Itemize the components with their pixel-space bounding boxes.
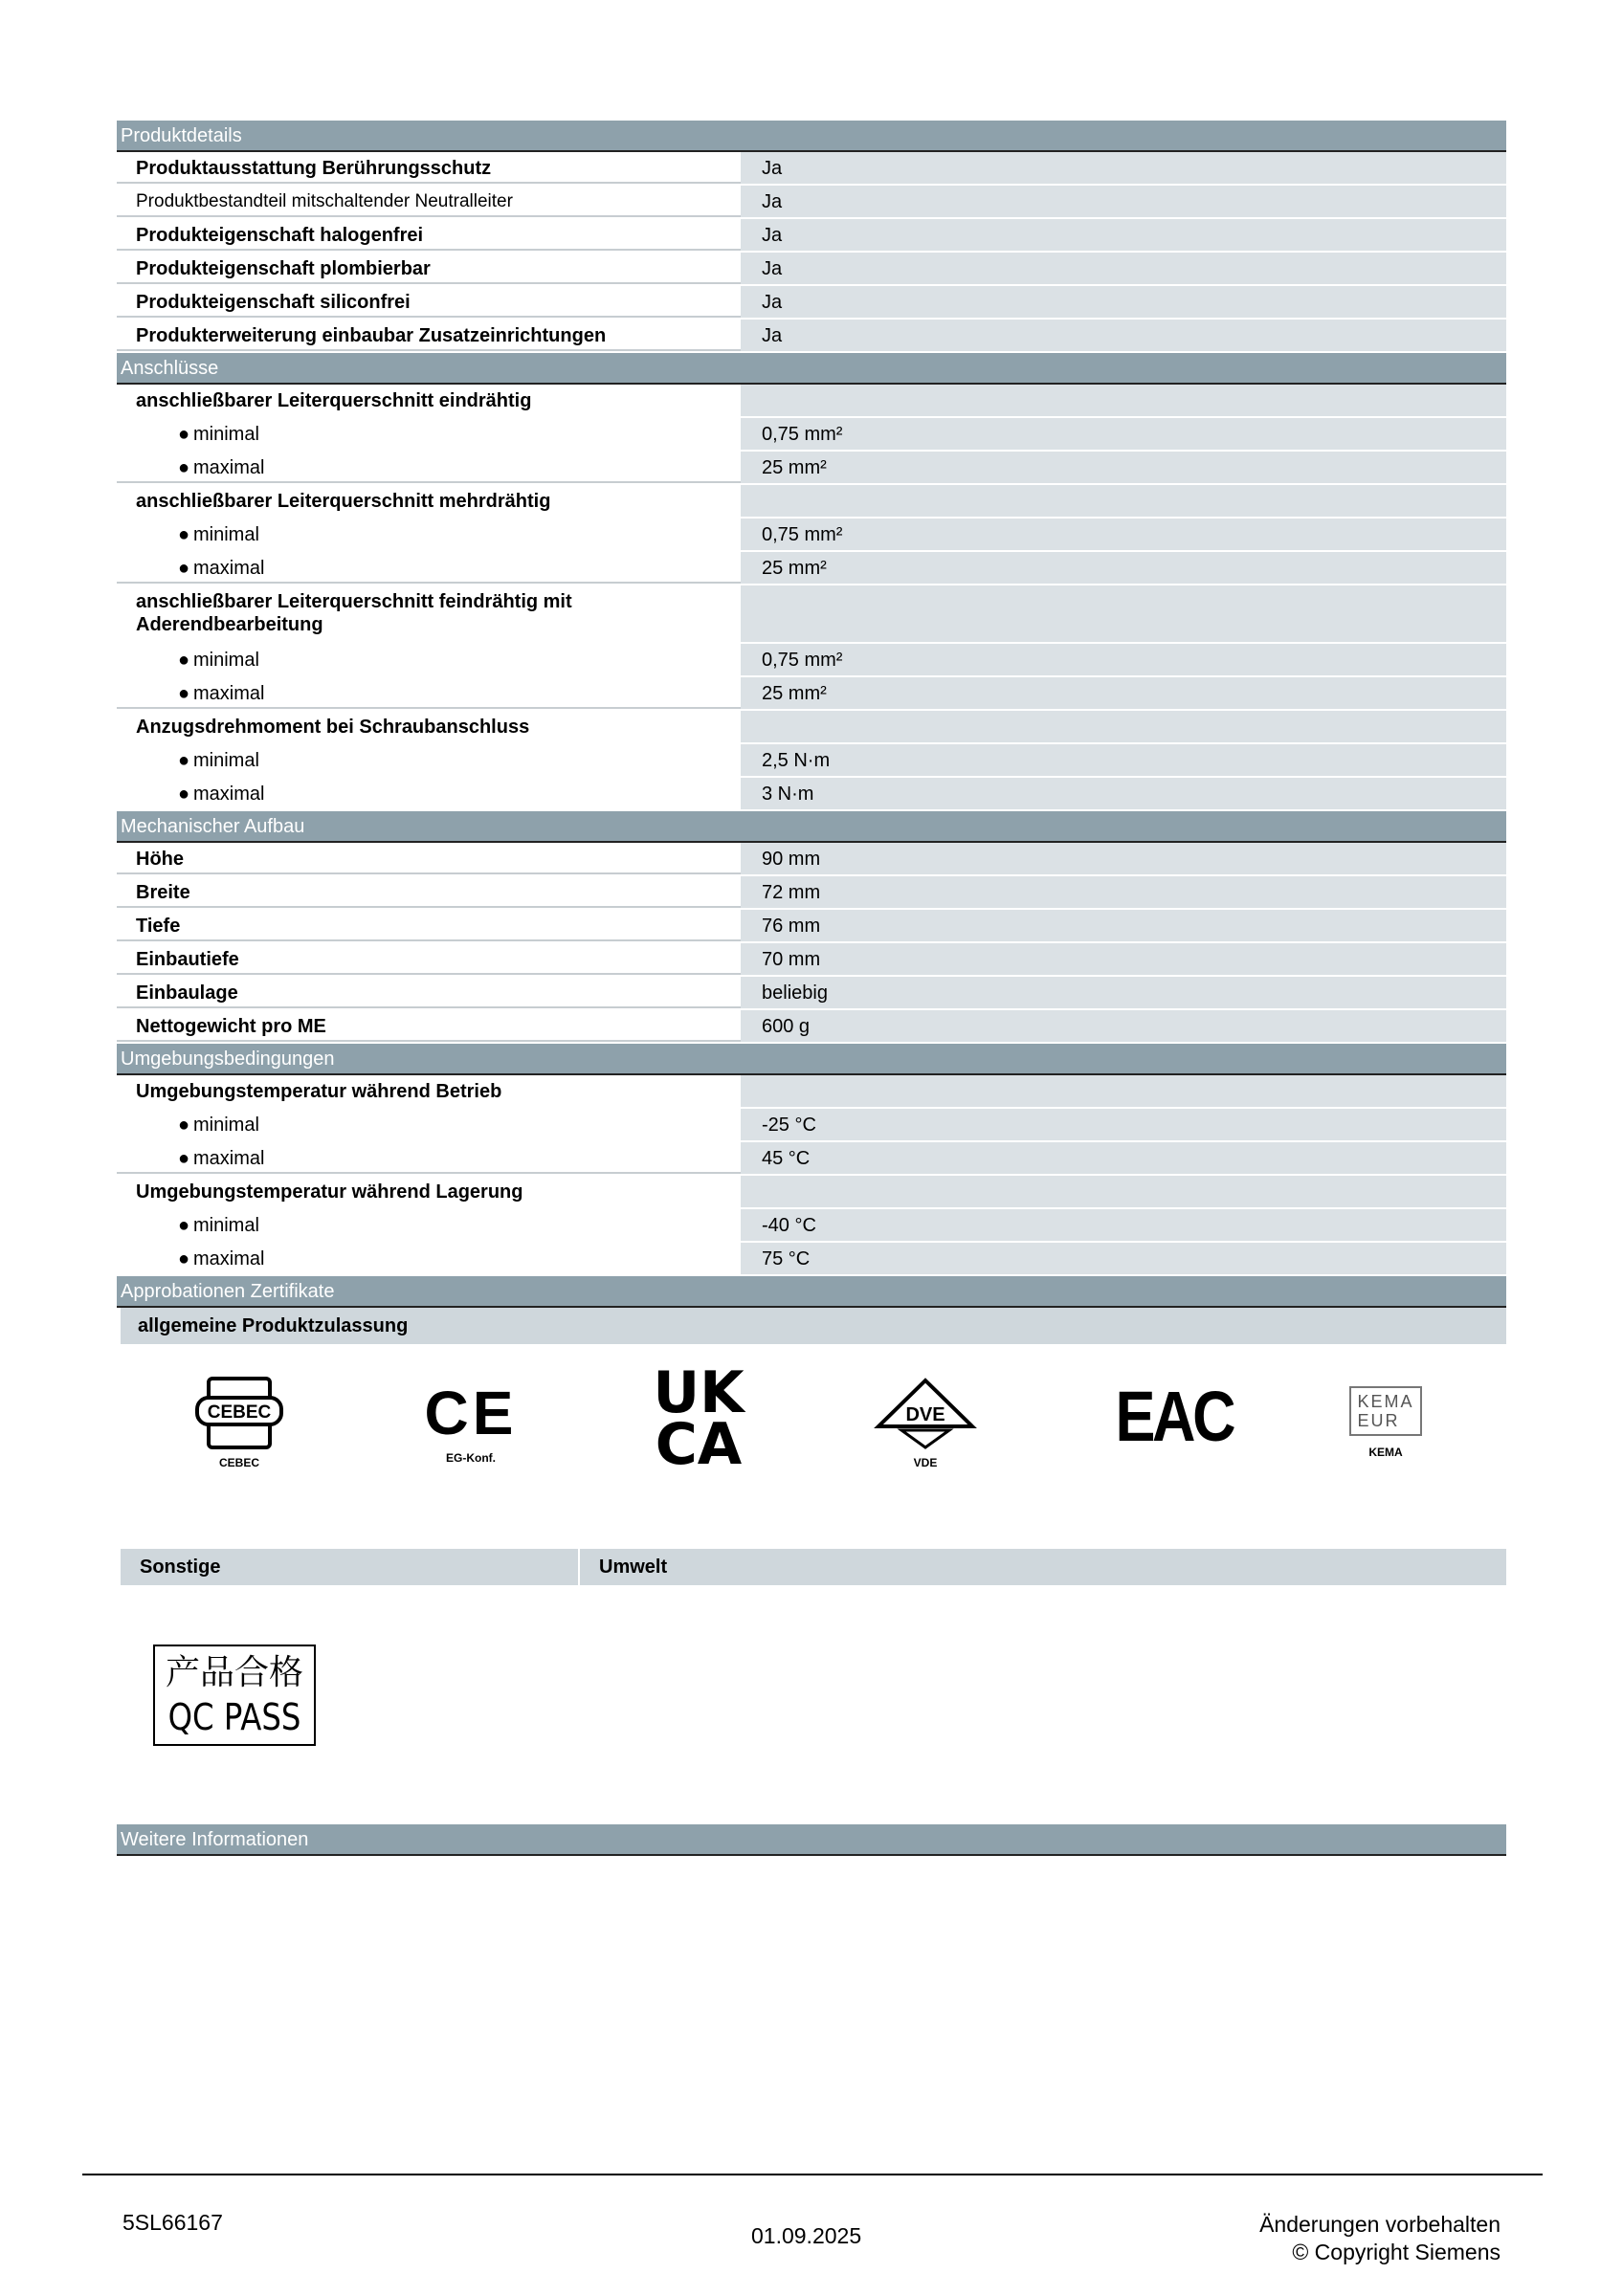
property-value: beliebig (741, 977, 1506, 1008)
table-row (117, 585, 1506, 644)
table-row: ● maximal 3 N·m (117, 778, 1506, 811)
property-value: 75 °C (741, 1243, 1506, 1274)
section-approbationen: Approbationen Zertifikate (117, 1276, 1506, 1308)
property-value: 25 mm² (741, 552, 1506, 584)
property-label: anschließbarer Leiterquerschnitt eindrähtig (136, 390, 532, 411)
property-label: Höhe (117, 843, 741, 874)
property-label: Anzugsdrehmoment bei Schraubanschluss (136, 717, 530, 738)
property-label: Tiefe (117, 910, 741, 941)
table-row: ● minimal 0,75 mm² (117, 418, 1506, 452)
table-row (117, 286, 1506, 320)
approval-other-header (121, 1549, 1506, 1585)
table-row (117, 253, 1506, 286)
property-value: 0,75 mm² (741, 418, 1506, 450)
ce-logo: CE EG-Konf. (424, 1379, 518, 1465)
property-label: Produkterweiterung einbaubar Zusatzeinrichtungen (117, 320, 741, 351)
approval-general-header: allgemeine Produktzulassung (121, 1308, 1506, 1344)
property-label: Breite (117, 876, 741, 908)
eac-logo: EAC (1115, 1377, 1234, 1456)
table-row: ● maximal 75 °C (117, 1243, 1506, 1276)
qc-pass-logo: 产品合格 QC PASS (153, 1645, 316, 1746)
table-row (117, 186, 1506, 219)
ukca-logo: UK CA (653, 1359, 745, 1478)
bullet-icon: ● (178, 784, 190, 805)
bullet-icon: ● (178, 750, 190, 771)
umwelt-header: Umwelt (580, 1549, 1506, 1585)
kema-logo: KEMA EUR KEMA (1338, 1386, 1434, 1459)
property-value: 25 mm² (741, 452, 1506, 483)
datasheet (117, 121, 1506, 1585)
property-value: 76 mm (741, 910, 1506, 941)
property-value: 3 N·m (741, 778, 1506, 809)
table-row (117, 1176, 1506, 1209)
property-label: Einbautiefe (117, 943, 741, 975)
svg-text:DVE: DVE (905, 1404, 945, 1425)
property-label: Umgebungstemperatur während Betrieb (136, 1081, 502, 1102)
bullet-icon: ● (178, 524, 190, 545)
property-value: Ja (741, 186, 1506, 217)
table-row (117, 320, 1506, 353)
document-date: 01.09.2025 (751, 2223, 862, 2248)
table-row: ● minimal -40 °C (117, 1209, 1506, 1243)
property-value: 2,5 N·m (741, 744, 1506, 776)
property-label: Produktbestandteil mitschaltender Neutralleiter (117, 186, 741, 217)
footer-divider (82, 2174, 1543, 2175)
cebec-logo: CEBEC CEBEC (193, 1375, 285, 1469)
bullet-icon: ● (178, 1215, 190, 1236)
table-row: ● minimal 0,75 mm² (117, 519, 1506, 552)
bullet-icon: ● (178, 558, 190, 579)
property-label: Nettogewicht pro ME (117, 1010, 741, 1042)
table-row (117, 152, 1506, 186)
table-row: ● minimal 2,5 N·m (117, 744, 1506, 778)
property-label: Produkteigenschaft plombierbar (117, 253, 741, 284)
table-row: ● maximal 25 mm² (117, 552, 1506, 585)
property-value: 72 mm (741, 876, 1506, 908)
property-value: 0,75 mm² (741, 644, 1506, 675)
article-number: 5SL66167 (122, 2210, 223, 2235)
table-row: ● minimal 0,75 mm² (117, 644, 1506, 677)
property-label: anschließbarer Leiterquerschnitt feindrähtig mit Aderendbearbeitung (136, 591, 572, 635)
property-value: 90 mm (741, 843, 1506, 874)
property-label: Produkteigenschaft halogenfrei (117, 219, 741, 251)
property-label: Einbaulage (117, 977, 741, 1008)
bullet-icon: ● (178, 650, 190, 671)
vde-logo: DVE VDE (873, 1375, 978, 1469)
property-label: Produktausstattung Berührungsschutz (117, 152, 741, 184)
property-value: Ja (741, 219, 1506, 251)
table-row: ● maximal 45 °C (117, 1142, 1506, 1176)
property-value: Ja (741, 286, 1506, 318)
section-mechanik: Mechanischer Aufbau (117, 811, 1506, 843)
table-row (117, 1010, 1506, 1044)
table-row (117, 910, 1506, 943)
property-label: anschließbarer Leiterquerschnitt mehrdrähtig (136, 491, 551, 512)
property-value: -25 °C (741, 1109, 1506, 1140)
bullet-icon: ● (178, 1248, 190, 1269)
property-value: 600 g (741, 1010, 1506, 1042)
property-label: Umgebungstemperatur während Lagerung (136, 1181, 523, 1203)
table-row: ● maximal 25 mm² (117, 452, 1506, 485)
section-umgebung: Umgebungsbedingungen (117, 1044, 1506, 1075)
table-row (117, 711, 1506, 744)
bullet-icon: ● (178, 457, 190, 478)
table-row (117, 485, 1506, 519)
bullet-icon: ● (178, 424, 190, 445)
table-row (117, 219, 1506, 253)
section-produktdetails: Produktdetails (117, 121, 1506, 152)
table-row (117, 943, 1506, 977)
table-row: ● minimal -25 °C (117, 1109, 1506, 1142)
table-row: ● maximal 25 mm² (117, 677, 1506, 711)
table-row (117, 977, 1506, 1010)
table-row (117, 1075, 1506, 1109)
property-value: Ja (741, 152, 1506, 184)
table-row (117, 876, 1506, 910)
sonstige-header: Sonstige (121, 1549, 580, 1585)
svg-text:CEBEC: CEBEC (207, 1402, 272, 1423)
property-label: Produkteigenschaft siliconfrei (117, 286, 741, 318)
section-anschluesse: Anschlüsse (117, 353, 1506, 385)
property-value: Ja (741, 253, 1506, 284)
section-weitere: Weitere Informationen (117, 1824, 1506, 1856)
footer-legal: Änderungen vorbehalten © Copyright Siemens (1259, 2212, 1501, 2264)
property-value: 70 mm (741, 943, 1506, 975)
property-value: 0,75 mm² (741, 519, 1506, 550)
property-value: 25 mm² (741, 677, 1506, 709)
property-value: 45 °C (741, 1142, 1506, 1174)
table-row (117, 843, 1506, 876)
property-value: -40 °C (741, 1209, 1506, 1241)
table-row (117, 385, 1506, 418)
bullet-icon: ● (178, 1148, 190, 1169)
property-value: Ja (741, 320, 1506, 351)
certificate-logos (117, 1344, 1506, 1549)
bullet-icon: ● (178, 683, 190, 704)
bullet-icon: ● (178, 1115, 190, 1136)
